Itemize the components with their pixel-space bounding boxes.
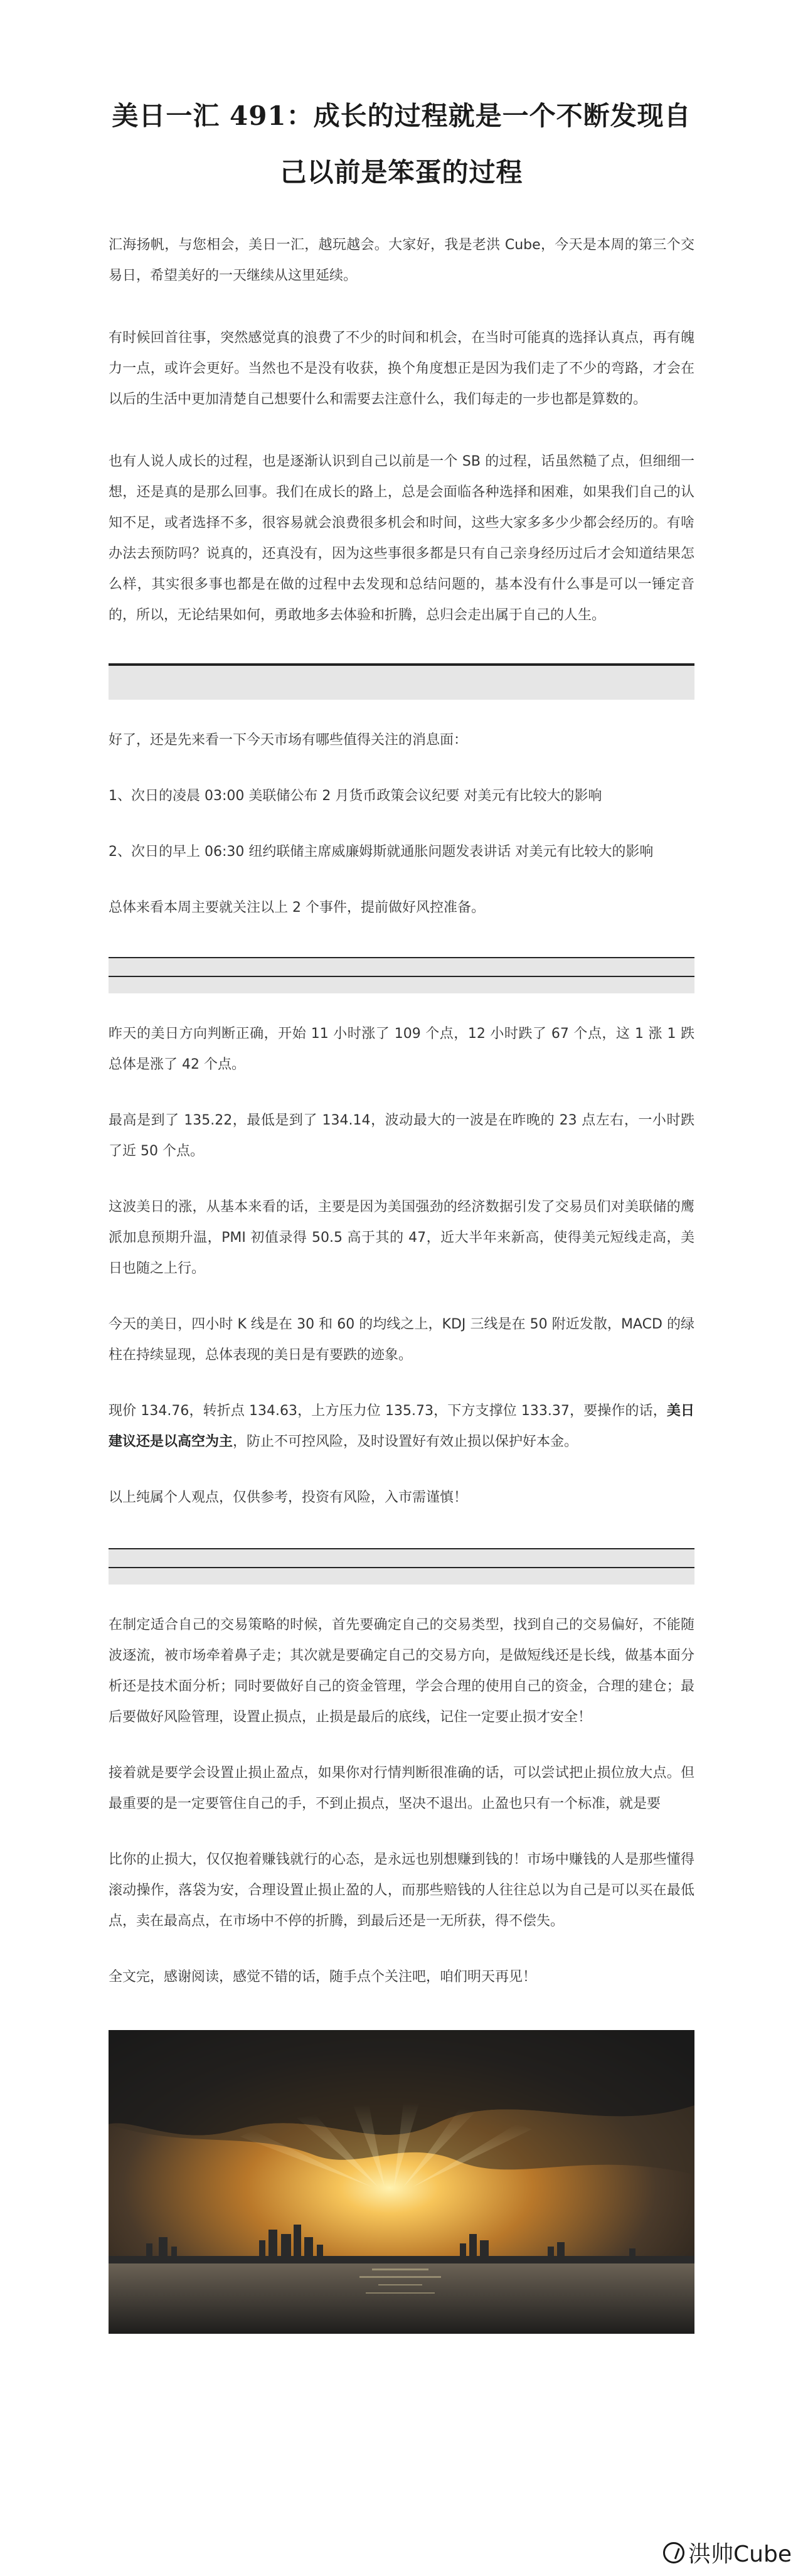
trade-levels: 现价 134.76，转折点 134.63，上方压力位 135.73，下方支撑位 133.37，要操作的话， (109, 1403, 667, 1419)
zhihu-logo-icon (663, 2542, 684, 2563)
intro-paragraph: 汇海扬帆，与您相会，美日一汇，越玩越会。大家好，我是老洪 Cube，今天是本周的第三个交易日，希望美好的一天继续从这里延续。 (109, 237, 694, 284)
zhihu-watermark (663, 2536, 792, 2568)
watermark-text: 洪帅Cube (688, 2541, 792, 2567)
article (109, 0, 694, 2334)
fundamental-paragraph: 这波美日的涨，从基本来看的话，主要是因为美国强劲的经济数据引发了交易员们对美联储的鹰派加息预期升温，PMI 初值录得 50.5 高于其的 47，近大半年来新高，使得美元短线走高，美日也随之上行。 (109, 1199, 694, 1276)
disclaimer: 以上纯属个人观点，仅供参考，投资有风险，入市需谨慎！ (109, 1490, 468, 1505)
stop-loss-paragraph: 接着就是要学会设置止损止盈点，如果你对行情判断很准确的话，可以尝试把止损位放大点。但最重要的是一定要管住自己的手，不到止损点，坚决不退出。止盈也只有一个标准，就是要 (109, 1765, 694, 1812)
growth-paragraph: 也有人说人成长的过程，也是逐渐认识到自己以前是一个 SB 的过程，话虽然糙了点，但细细一想，还是真的是那么回事。我们在成长的路上，总是会面临各种选择和困难，如果我们自己的认知不足，或者选择不多，很容易就会浪费很多机会和时间，这些大家多多少少都会经历的。有啥办法去预防吗？说真的，还真没有，因为这些事很多都是只有自己亲身经历过后才会知道结果怎么样，其实很多事也都是在做的过程中去发现和总结问题的，基本没有什么事是可以一锤定音的，所以，无论结果如何，勇敢地多去体验和折腾，总归会走出属于自己的人生。 (109, 454, 694, 623)
trade-risk-note: ，防止不可控风险，及时设置好有效止损以保护好本金。 (233, 1434, 578, 1450)
section-divider (109, 663, 694, 700)
trade-advice-paragraph (109, 1396, 694, 1457)
profit-paragraph: 比你的止损大，仅仅抱着赚钱就行的心态，是永远也别想赚到钱的！市场中赚钱的人是那些懂得滚动操作，落袋为安，合理设置止损止盈的人，而那些赔钱的人往往总以为自己是可以买在最低点，卖在最高点，在市场中不停的折腾，到最后还是一无所获，得不偿失。 (109, 1852, 694, 1929)
news-summary: 总体来看本周主要就关注以上 2 个事件，提前做好风控准备。 (109, 900, 485, 916)
section-divider (109, 1548, 694, 1585)
trade-advice-bold: 美日建议还是以高空为主 (109, 1403, 694, 1450)
range-paragraph: 最高是到了 135.22，最低是到了 134.14，波动最大的一波是在昨晚的 23 点左右，一小时跌了近 50 个点。 (109, 1113, 694, 1159)
sunset-city-photo (109, 2030, 694, 2334)
strategy-paragraph: 在制定适合自己的交易策略的时候，首先要确定自己的交易类型，找到自己的交易偏好，不能随波逐流，被市场牵着鼻子走；其次就是要确定自己的交易方向，是做短线还是长线，做基本面分析还是技术面分析；同时要做好自己的资金管理，学会合理的使用自己的资金，合理的建仓；最后要做好风险管理，设置止损点，止损是最后的底线，记住一定要止损才安全！ (109, 1617, 694, 1725)
news-item-2: 2、次日的早上 06:30 纽约联储主席威廉姆斯就通胀问题发表讲话 对美元有比较大的影响 (109, 844, 654, 860)
technical-paragraph: 今天的美日，四小时 K 线是在 30 和 60 的均线之上，KDJ 三线是在 50 附近发散，MACD 的绿柱在持续显现，总体表现的美日是有要跌的迹象。 (109, 1317, 694, 1363)
review-paragraph: 昨天的美日方向判断正确，开始 11 小时涨了 109 个点，12 小时跌了 67 个点，这 1 涨 1 跌总体是涨了 42 个点。 (109, 1026, 694, 1072)
news-intro: 好了，还是先来看一下今天市场有哪些值得关注的消息面： (109, 732, 468, 748)
news-item-1: 1、次日的凌晨 03:00 美联储公布 2 月货币政策会议纪要 对美元有比较大的影响 (109, 788, 602, 804)
page-title: 美日一汇 491：成长的过程就是一个不断发现自己以前是笨蛋的过程 (112, 100, 691, 188)
closing-paragraph: 全文完，感谢阅读，感觉不错的话，随手点个关注吧，咱们明天再见！ (109, 1969, 537, 1985)
section-divider (109, 957, 694, 993)
reflection-paragraph: 有时候回首往事，突然感觉真的浪费了不少的时间和机会，在当时可能真的选择认真点，再有魄力一点，或许会更好。当然也不是没有收获，换个角度想正是因为我们走了不少的弯路，才会在以后的生活中更加清楚自己想要什么和需要去注意什么，我们每走的一步也都是算数的。 (109, 330, 694, 407)
